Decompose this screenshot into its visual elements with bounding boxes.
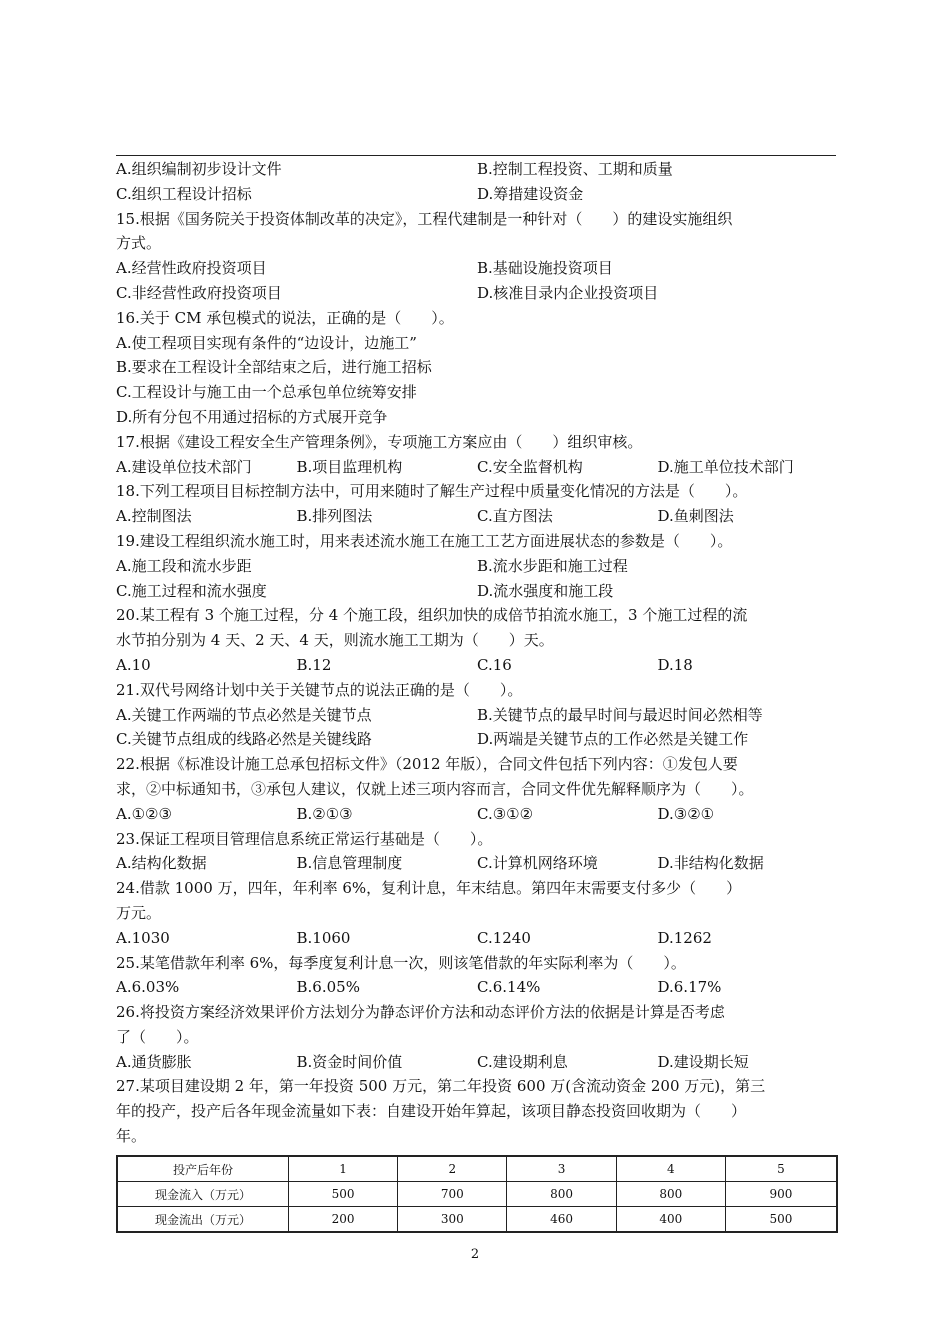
q14-option-a: A.组织编制初步设计文件 — [116, 160, 282, 178]
q15-options-row-2 — [116, 281, 838, 306]
q24-stem: 万元。 — [116, 903, 162, 922]
q15-option: B.基础设施投资项目 — [477, 259, 613, 278]
q22-option: D.③②① — [657, 804, 715, 823]
table-cell: 现金流出（万元） — [117, 1207, 289, 1233]
q19-option: A.施工段和流水步距 — [116, 556, 252, 575]
q26-stem: 26.将投资方案经济效果评价方法划分为静态评价方法和动态评价方法的依据是计算是否考虑 — [116, 1003, 725, 1022]
q22-options-row — [116, 802, 838, 827]
table-row — [117, 1207, 837, 1233]
question-list — [116, 157, 838, 1149]
q25-option: C.6.14% — [477, 978, 541, 997]
q17-option: A.建设单位技术部门 — [116, 457, 252, 476]
q17-stem: 17.根据《建设工程安全生产管理条例》，专项施工方案应由（ ）组织审核。 — [116, 432, 643, 451]
q25-stem: 25.某笔借款年利率 6%，每季度复利计息一次，则该笔借款的年实际利率为（ ）。 — [116, 953, 686, 972]
q23-option: D.非结构化数据 — [657, 854, 764, 873]
table-header-row — [117, 1156, 837, 1182]
q27-stem: 27.某项目建设期 2 年，第一年投资 500 万元，第二年投资 600 万(含流动资金 200 万元)，第三 — [116, 1077, 766, 1096]
q20-option: C.16 — [477, 655, 512, 674]
table-cell: 300 — [398, 1207, 507, 1233]
q21-option: A.关键工作两端的节点必然是关键节点 — [116, 705, 372, 724]
q16-option: B.要求在工程设计全部结束之后，进行施工招标 — [116, 358, 432, 377]
q14-option-b: B.控制工程投资、工期和质量 — [477, 160, 673, 178]
q23-option: A.结构化数据 — [116, 854, 207, 873]
table-cell: 800 — [507, 1182, 616, 1207]
table-cell: 500 — [725, 1207, 837, 1233]
table-header-cell: 1 — [289, 1156, 398, 1182]
q26-option: A.通货膨胀 — [116, 1052, 192, 1071]
q17-option: B.项目监理机构 — [296, 457, 403, 476]
q15-options-row-1 — [116, 256, 838, 281]
q15-option: C.非经营性政府投资项目 — [116, 283, 282, 302]
q19-options-row-1 — [116, 554, 838, 579]
q20-option: B.12 — [296, 655, 332, 674]
table-cell: 200 — [289, 1207, 398, 1233]
q18-stem: 18.下列工程项目目标控制方法中，可用来随时了解生产过程中质量变化情况的方法是（ ）。 — [116, 482, 748, 501]
table-cell: 700 — [398, 1182, 507, 1207]
q15-stem: 15.根据《国务院关于投资体制改革的决定》，工程代建制是一种针对（ ）的建设实施组织 — [116, 209, 733, 228]
q18-option: B.排列图法 — [296, 507, 373, 526]
q18-option: D.鱼刺图法 — [657, 507, 734, 526]
q17-options-row — [116, 455, 838, 480]
q22-option: A.①②③ — [116, 804, 172, 823]
q24-options-row — [116, 926, 838, 951]
q19-option: B.流水步距和施工过程 — [477, 556, 628, 575]
q26-option: B.资金时间价值 — [296, 1052, 403, 1071]
q16-option: C.工程设计与施工由一个总承包单位统筹安排 — [116, 383, 417, 402]
cash-flow-table — [116, 1155, 838, 1233]
q19-options-row-2 — [116, 579, 838, 604]
q21-options-row-2 — [116, 727, 838, 752]
q20-stem: 水节拍分别为 4 天、2 天、4 天，则流水施工工期为（ ）天。 — [116, 631, 554, 650]
q16-option: A.使工程项目实现有条件的“边设计，边施工” — [116, 333, 417, 352]
q25-option: D.6.17% — [657, 978, 722, 997]
q18-option: C.直方图法 — [477, 507, 553, 526]
q18-option: A.控制图法 — [116, 507, 192, 526]
q27-stem: 年。 — [116, 1127, 147, 1146]
q24-option: C.1240 — [477, 928, 531, 947]
q22-option: B.②①③ — [296, 804, 353, 823]
q14-option-c: C.组织工程设计招标 — [116, 184, 252, 203]
q20-option: A.10 — [116, 655, 151, 674]
q21-options-row-1 — [116, 703, 838, 728]
q15-stem: 方式。 — [116, 234, 162, 253]
q21-stem: 21.双代号网络计划中关于关键节点的说法正确的是（ ）。 — [116, 680, 523, 699]
page-number: 2 — [470, 1247, 480, 1262]
q17-option: C.安全监督机构 — [477, 457, 583, 476]
q23-options-row — [116, 851, 838, 876]
q25-option: A.6.03% — [116, 978, 180, 997]
q27-stem: 年的投产，投产后各年现金流量如下表：自建设开始年算起，该项目静态投资回收期为（ ） — [116, 1102, 747, 1121]
q24-stem: 24.借款 1000 万，四年，年利率 6%，复利计息，年末结息。第四年末需要支付多少（ ） — [116, 879, 742, 898]
table-cell: 460 — [507, 1207, 616, 1233]
q16-option: D.所有分包不用通过招标的方式展开竞争 — [116, 407, 388, 426]
table-row — [117, 1182, 837, 1207]
q26-stem: 了（ ）。 — [116, 1027, 199, 1046]
q14-options-row-1 — [116, 157, 838, 182]
q23-option: C.计算机网络环境 — [477, 854, 598, 873]
q19-option: C.施工过程和流水强度 — [116, 581, 267, 600]
q22-stem: 22.根据《标准设计施工总承包招标文件》（2012 年版），合同文件包括下列内容：①发包人要 — [116, 755, 738, 774]
table-header-cell: 5 — [725, 1156, 837, 1182]
q26-option: C.建设期利息 — [477, 1052, 568, 1071]
q22-stem: 求，②中标通知书，③承包人建议，仅就上述三项内容而言，合同文件优先解释顺序为（ ）。 — [116, 779, 754, 798]
header-rule — [116, 155, 836, 156]
q24-option: A.1030 — [116, 928, 170, 947]
q15-option: A.经营性政府投资项目 — [116, 259, 267, 278]
q21-option: B.关键节点的最早时间与最迟时间必然相等 — [477, 705, 763, 724]
q23-stem: 23.保证工程项目管理信息系统正常运行基础是（ ）。 — [116, 829, 493, 848]
q19-stem: 19.建设工程组织流水施工时，用来表述流水施工在施工工艺方面进展状态的参数是（ ）。 — [116, 531, 733, 550]
q25-options-row — [116, 975, 838, 1000]
table-header-cell: 投产后年份 — [117, 1156, 289, 1182]
table-header-cell: 3 — [507, 1156, 616, 1182]
q21-option: C.关键节点组成的线路必然是关键线路 — [116, 730, 372, 749]
q18-options-row — [116, 504, 838, 529]
q26-options-row — [116, 1050, 838, 1075]
table-cell: 900 — [725, 1182, 837, 1207]
table-cell: 400 — [616, 1207, 725, 1233]
q14-options-row-2 — [116, 182, 838, 207]
q15-option: D.核准目录内企业投资项目 — [477, 283, 659, 302]
table-header-cell: 4 — [616, 1156, 725, 1182]
table-header-cell: 2 — [398, 1156, 507, 1182]
q21-option: D.两端是关键节点的工作必然是关键工作 — [477, 730, 749, 749]
q20-options-row — [116, 653, 838, 678]
q16-stem: 16.关于 CM 承包模式的说法，正确的是（ ）。 — [116, 308, 454, 327]
table-cell: 现金流入（万元） — [117, 1182, 289, 1207]
q22-option: C.③①② — [477, 804, 534, 823]
q14-option-d: D.筹措建设资金 — [477, 184, 584, 203]
q25-option: B.6.05% — [296, 978, 360, 997]
table-cell: 800 — [616, 1182, 725, 1207]
q24-option: B.1060 — [296, 928, 351, 947]
q19-option: D.流水强度和施工段 — [477, 581, 614, 600]
q17-option: D.施工单位技术部门 — [657, 457, 794, 476]
table-cell: 500 — [289, 1182, 398, 1207]
q20-stem: 20.某工程有 3 个施工过程，分 4 个施工段，组织加快的成倍节拍流水施工，3 个施工过程的流 — [116, 606, 748, 625]
q26-option: D.建设期长短 — [657, 1052, 749, 1071]
q24-option: D.1262 — [657, 928, 712, 947]
q20-option: D.18 — [657, 655, 693, 674]
q23-option: B.信息管理制度 — [296, 854, 403, 873]
